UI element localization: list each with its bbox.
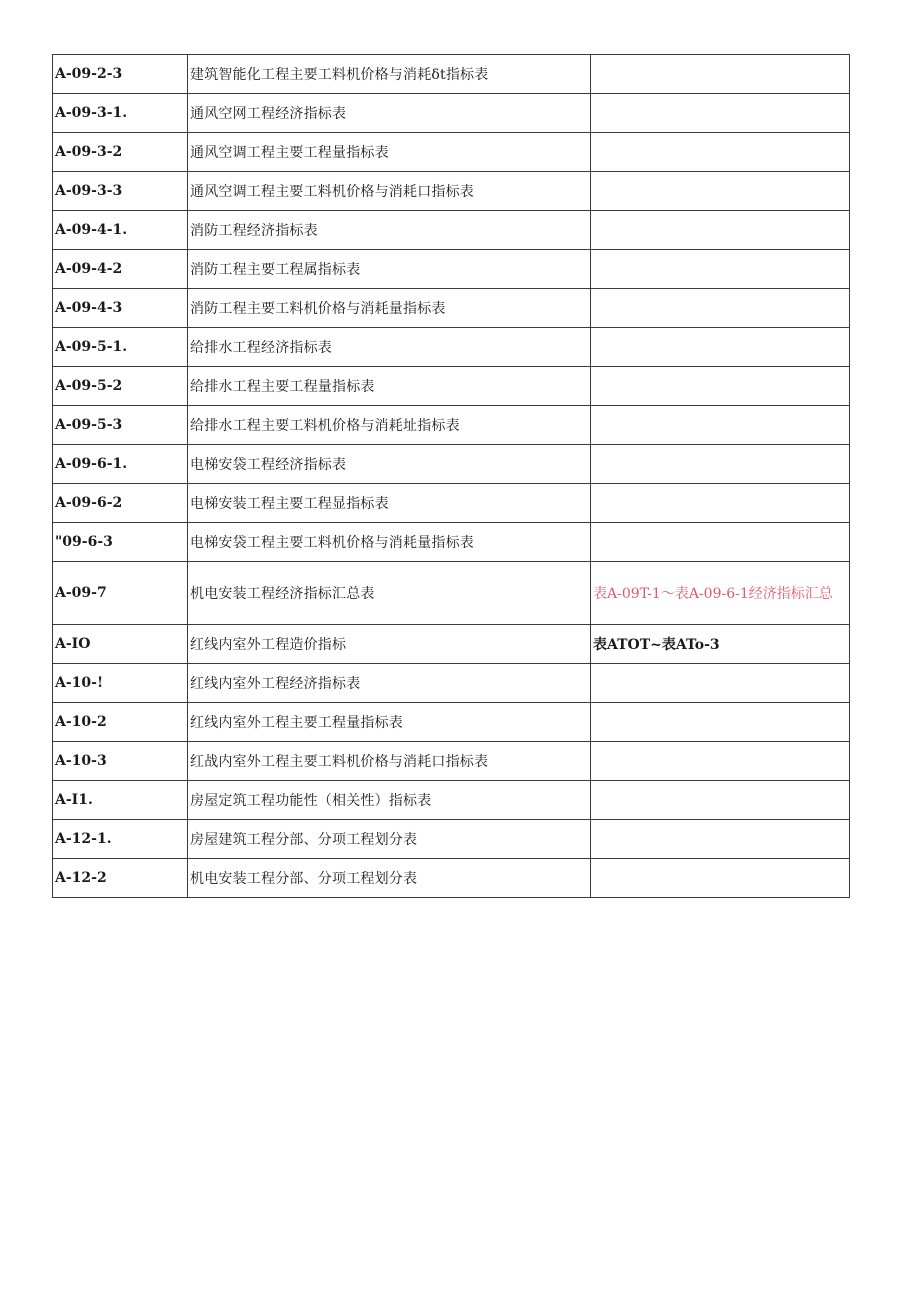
- table-row: [53, 562, 850, 625]
- row-name: 红战内室外工程主要工料机价格与消耗口指标表: [188, 742, 591, 781]
- row-name: 通风空网工程经济指标表: [188, 94, 591, 133]
- row-name: 电梯安袋工程主要工料机价格与消耗量指标表: [188, 523, 591, 562]
- row-note: [591, 133, 850, 172]
- row-note: [591, 781, 850, 820]
- row-note: [591, 328, 850, 367]
- row-name: 红线内室外工程经济指标表: [188, 664, 591, 703]
- table-row: [53, 523, 850, 562]
- row-note: [591, 55, 850, 94]
- row-note: [591, 367, 850, 406]
- row-note: [591, 742, 850, 781]
- row-code: A-09-5-1.: [53, 328, 188, 367]
- row-code: A-09-4-3: [53, 289, 188, 328]
- row-code: A-09-3-3: [53, 172, 188, 211]
- table-row: [53, 664, 850, 703]
- table-row: [53, 859, 850, 898]
- row-code: A-12-2: [53, 859, 188, 898]
- row-code: A-09-3-2: [53, 133, 188, 172]
- table-row: [53, 406, 850, 445]
- row-note: [591, 94, 850, 133]
- table-row: [53, 703, 850, 742]
- row-name: 给排水工程主要工程量指标表: [188, 367, 591, 406]
- row-name: 机电安装工程分部、分项工程划分表: [188, 859, 591, 898]
- row-note: [591, 820, 850, 859]
- row-note: [591, 664, 850, 703]
- row-code: A-09-4-1.: [53, 211, 188, 250]
- row-code: A-09-5-3: [53, 406, 188, 445]
- table-row: [53, 211, 850, 250]
- row-name: 通风空调工程主要工程量指标表: [188, 133, 591, 172]
- row-code: A-10-3: [53, 742, 188, 781]
- row-name: 红线内室外工程造价指标: [188, 625, 591, 664]
- row-name: 消防工程经济指标表: [188, 211, 591, 250]
- index-table: [52, 54, 850, 898]
- table-row: [53, 445, 850, 484]
- row-note: [591, 172, 850, 211]
- row-code: A-09-6-1.: [53, 445, 188, 484]
- row-code: A-I1.: [53, 781, 188, 820]
- row-name: 电梯安装工程主要工程显指标表: [188, 484, 591, 523]
- row-note: [591, 250, 850, 289]
- row-name: 通风空调工程主要工料机价格与消耗口指标表: [188, 172, 591, 211]
- row-code: A-IO: [53, 625, 188, 664]
- row-note: [591, 211, 850, 250]
- table-row: [53, 289, 850, 328]
- table-row: [53, 94, 850, 133]
- table-row: [53, 328, 850, 367]
- row-name: 消防工程主要工程属指标表: [188, 250, 591, 289]
- row-name: 给排水工程经济指标表: [188, 328, 591, 367]
- row-name: 给排水工程主要工料机价格与消耗址指标表: [188, 406, 591, 445]
- table-row: [53, 133, 850, 172]
- row-code: A-10-2: [53, 703, 188, 742]
- row-code: A-09-2-3: [53, 55, 188, 94]
- row-note: [591, 445, 850, 484]
- table-row: [53, 367, 850, 406]
- table-row: [53, 781, 850, 820]
- row-code: A-10-!: [53, 664, 188, 703]
- row-note: [591, 406, 850, 445]
- row-note: [591, 523, 850, 562]
- table-row: [53, 820, 850, 859]
- table-row: [53, 55, 850, 94]
- row-code: A-12-1.: [53, 820, 188, 859]
- row-name: 建筑智能化工程主要工料机价格与消耗δt指标表: [188, 55, 591, 94]
- row-name: 消防工程主要工料机价格与消耗量指标表: [188, 289, 591, 328]
- row-name: 房屋建筑工程分部、分项工程划分表: [188, 820, 591, 859]
- row-note: [591, 703, 850, 742]
- row-code: A-09-3-1.: [53, 94, 188, 133]
- row-name: 红线内室外工程主要工程量指标表: [188, 703, 591, 742]
- row-note: [591, 484, 850, 523]
- row-name: 房屋定筑工程功能性（相关性）指标表: [188, 781, 591, 820]
- row-code: A-09-5-2: [53, 367, 188, 406]
- row-code: "09-6-3: [53, 523, 188, 562]
- table-row: [53, 172, 850, 211]
- table-row: [53, 742, 850, 781]
- table-row: [53, 250, 850, 289]
- table-row: [53, 484, 850, 523]
- row-name: 电梯安袋工程经济指标表: [188, 445, 591, 484]
- row-code: A-09-7: [53, 562, 188, 625]
- row-name: 机电安装工程经济指标汇总表: [188, 562, 591, 625]
- table-row: [53, 625, 850, 664]
- row-note: 表ATOT~表ATo-3: [591, 625, 850, 664]
- row-note: [591, 859, 850, 898]
- row-code: A-09-4-2: [53, 250, 188, 289]
- row-note: [591, 289, 850, 328]
- row-code: A-09-6-2: [53, 484, 188, 523]
- row-note: 表A-09T-1～表A-09-6-1经济指标汇总: [591, 562, 850, 625]
